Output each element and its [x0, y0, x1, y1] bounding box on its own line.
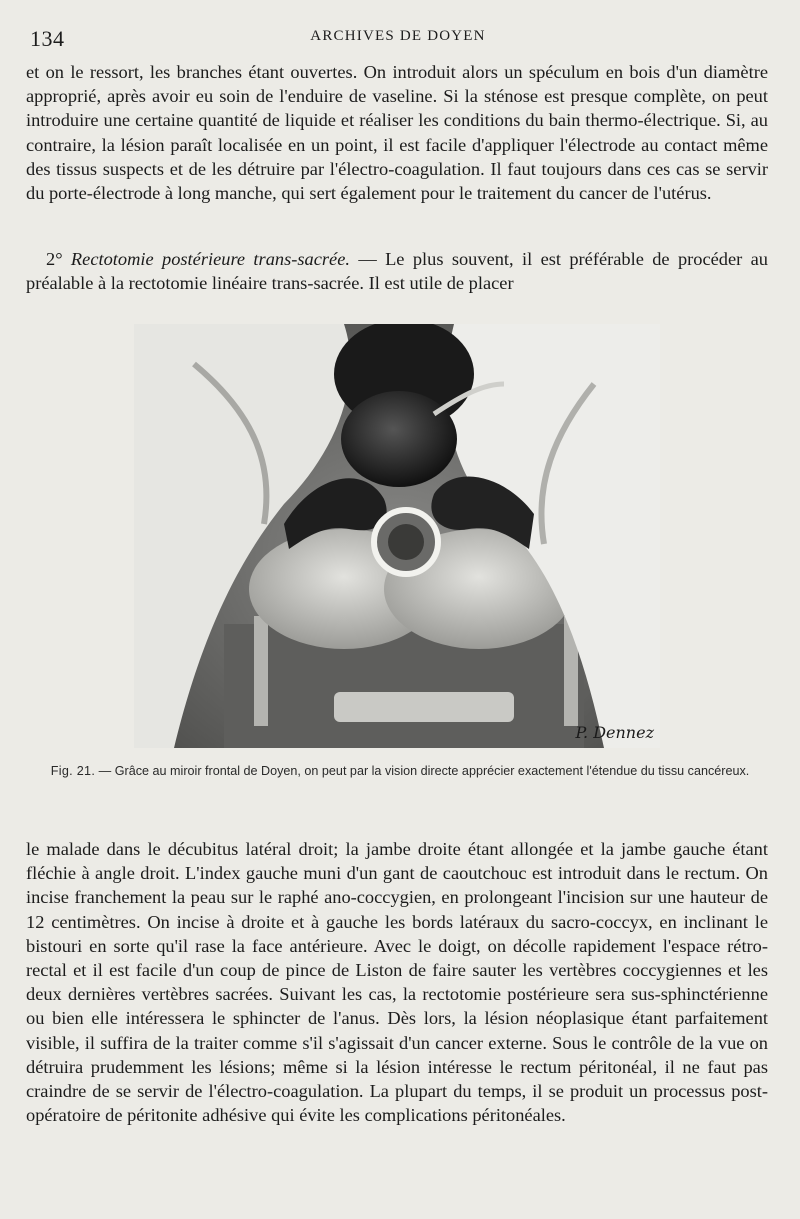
- section-heading: Rectotomie postérieure trans-sacrée.: [70, 249, 350, 269]
- paragraph-1: et on le ressort, les branches étant ouvertes. On introduit alors un spéculum en bois d'un diamètre approprié, après avoir eu soin de l'enduire de vaseline. Si la sténose est presque complète, on peut introduire une certaine quantité de liquide et réaliser les conditions du bain thermo-électrique. Si, au contraire, la lésion paraît localisée en un point, il est facile d'appliquer l'électrode au contact même des tissus suspects et de les détruire par l'électro-coagulation. Il faut toujours dans ces cas se servir du porte-électrode à long manche, qui sert également pour le traitement du cancer de l'utérus.: [26, 62, 768, 204]
- page-number: 134: [30, 26, 65, 51]
- section-number: 2°: [46, 249, 63, 269]
- surgical-photograph: [134, 324, 660, 748]
- running-header: [30, 26, 766, 52]
- photograph-illustration: [134, 324, 660, 748]
- figure-label: Fig. 21.: [50, 764, 96, 778]
- illustrator-signature: P. Dennez: [575, 723, 654, 742]
- paragraph-3: le malade dans le décubitus latéral droit; la jambe droite étant allongée et la jambe gauche étant fléchie à angle droit. L'index gauche muni d'un gant de caoutchouc est introduit dans le rectum. On incise franchement la peau sur le raphé ano-coccygien, en prolongeant l'incision sur une hauteur de 12 centimètres. On incise à droite et à gauche les bords latéraux du sacro-coccyx, en inclinant le bistouri en sorte qu'il rase la face antérieure. Avec le doigt, on décolle rapidement l'espace rétro-rectal et il est facile d'un coup de pince de Liston de faire sauter les vertèbres coccygiennes et les deux dernières vertèbres sacrées. Suivant les cas, la rectotomie postérieure sera sus-sphinctérienne ou bien elle intéressera le sphincter de l'anus. Dès lors, la lésion néoplasique étant parfaitement visible, il suffira de la traiter comme s'il s'agissait d'un cancer externe. Sous le contrôle de la vue on détruira prudemment les lésions; même si la lésion intéresse le rectum péritonéal, il ne faut pas craindre de se servir de l'électro-coagulation. La plupart du temps, il se produit un processus post-opératoire de péritonite adhésive qui évite les complications péritonéales.: [26, 839, 768, 1126]
- figure-caption: [40, 763, 760, 780]
- caption-text: — Grâce au miroir frontal de Doyen, on peut par la vision directe apprécier exactement l'étendue du tissu cancéreux.: [95, 764, 750, 778]
- paragraph-2-text: — Le plus souvent, il est préférable de procéder au préalable à la rectotomie linéaire trans-sacrée. Il est utile de placer: [26, 249, 768, 294]
- paragraph-2: [26, 247, 768, 295]
- running-title: ARCHIVES DE DOYEN: [310, 28, 486, 44]
